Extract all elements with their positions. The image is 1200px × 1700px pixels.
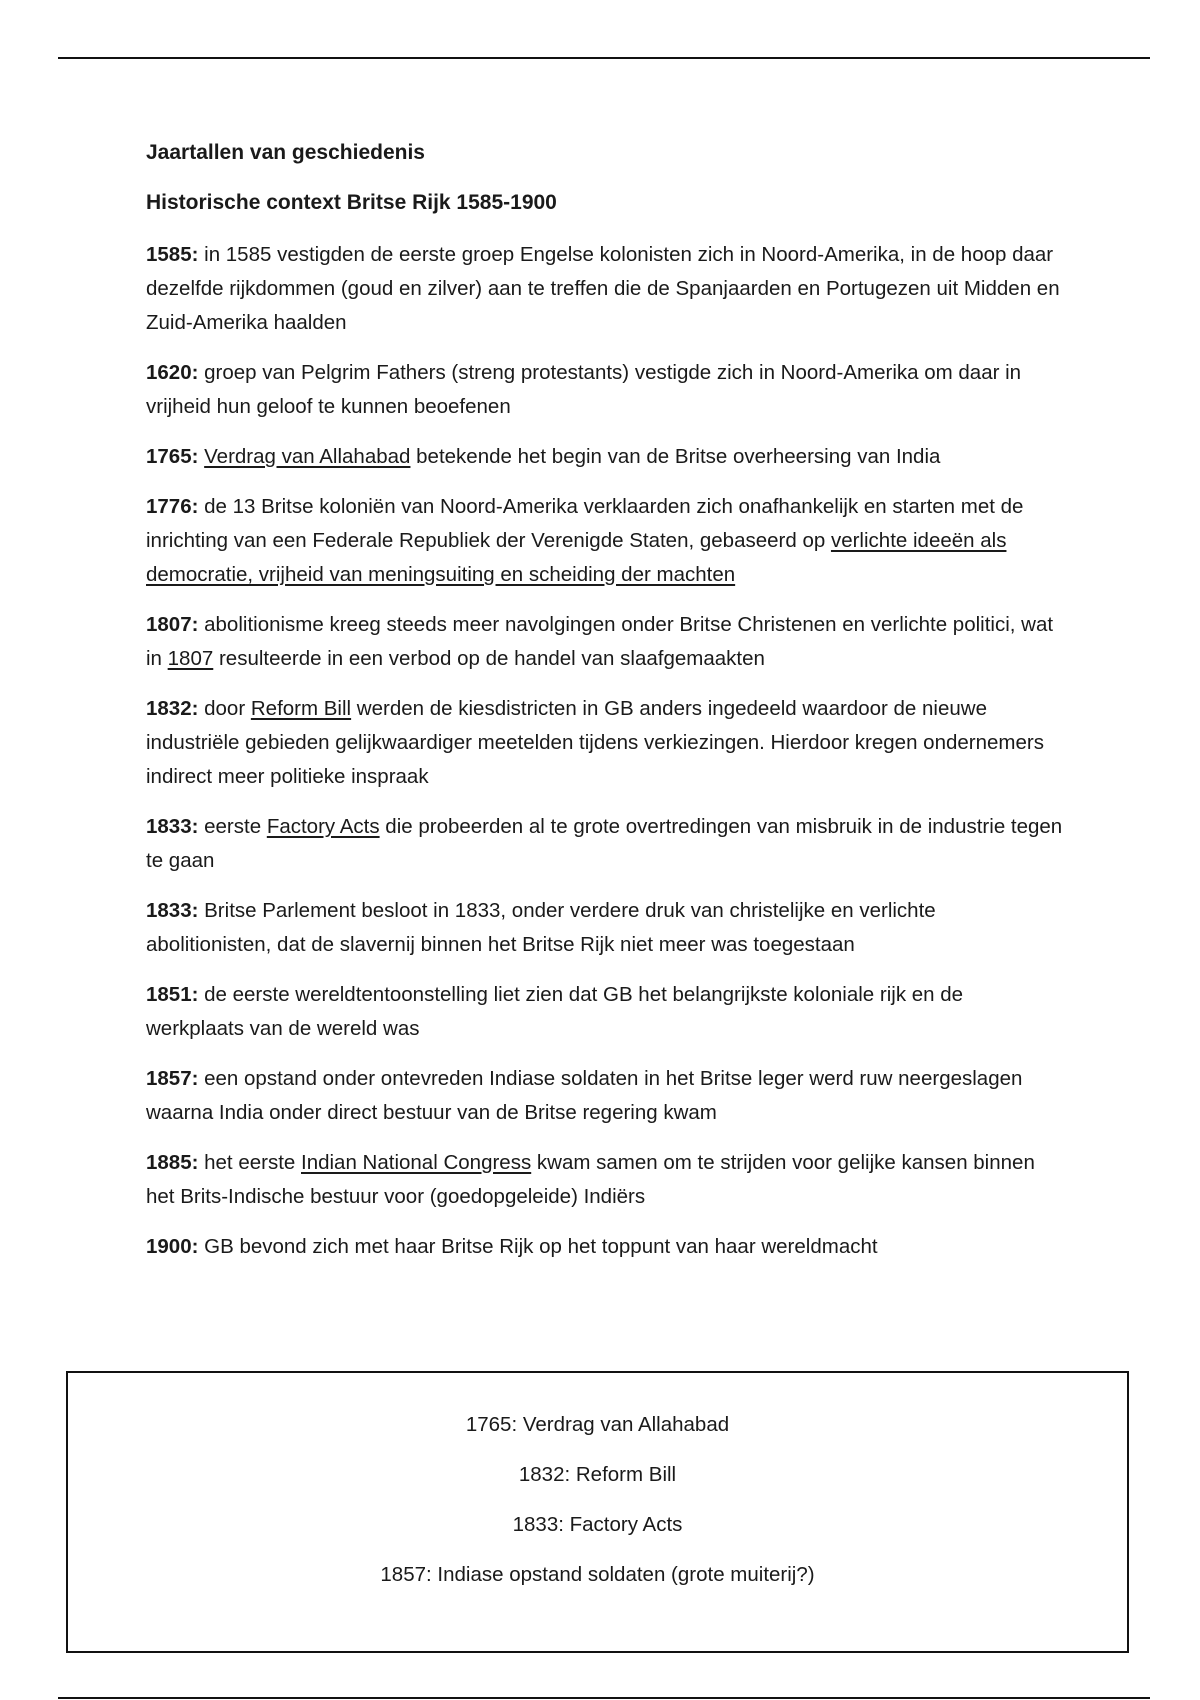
timeline-entry: [146, 440, 1066, 474]
timeline-entry: [146, 1230, 1066, 1264]
timeline-entry: [146, 810, 1066, 878]
entry-year: 1807:: [146, 613, 199, 636]
entry-text: die probeerden al te grote overtredingen van misbruik in de industrie tegen te gaan: [146, 815, 1063, 872]
bottom-rule: [58, 1697, 1150, 1699]
entry-year: 1776:: [146, 495, 199, 518]
entry-year: 1885:: [146, 1151, 199, 1174]
summary-item: 1857: Indiase opstand soldaten (grote muiterij?): [380, 1563, 815, 1586]
timeline-entry: [146, 238, 1066, 340]
document-subtitle: Historische context Britse Rijk 1585-1900: [146, 191, 557, 214]
timeline-entry: [146, 894, 1066, 962]
timeline-entry: [146, 356, 1066, 424]
entry-year: 1765:: [146, 445, 199, 468]
entry-text: de 13 Britse koloniën van Noord-Amerika verklaarden zich onafhankelijk en starten met de inrichting van een Federale Republiek der Verenigde Staten, gebaseerd op: [146, 495, 1024, 552]
document-body: [146, 140, 1066, 1280]
entry-underlined-term: Verdrag van Allahabad: [204, 445, 411, 468]
top-rule: [58, 57, 1150, 59]
entry-underlined-term: Factory Acts: [266, 815, 380, 838]
timeline-entry: [146, 692, 1066, 794]
summary-item: 1832: Reform Bill: [518, 1463, 677, 1486]
entry-year: 1851:: [146, 983, 199, 1006]
entry-year: 1585:: [146, 243, 199, 266]
summary-list: [68, 1373, 1127, 1588]
timeline-entry: [146, 978, 1066, 1046]
entry-year: 1900:: [146, 1235, 199, 1258]
entry-text: resulteerde in een verbod op de handel van slaafgemaakten: [213, 647, 765, 670]
entry-text: de eerste wereldtentoonstelling liet zien dat GB het belangrijkste koloniale rijk en de werkplaats van de wereld was: [146, 983, 964, 1040]
entry-underlined-term: Indian National Congress: [301, 1151, 532, 1174]
entry-year: 1857:: [146, 1067, 199, 1090]
entry-text: in 1585 vestigden de eerste groep Engelse kolonisten zich in Noord-Amerika, in de hoop daar dezelfde rijkdommen (goud en zilver) aan te treffen die de Spanjaarden en Portugezen uit Midden en Zuid-Amerika haalden: [146, 243, 1060, 334]
entry-text: abolitionisme kreeg steeds meer navolgingen onder Britse Christenen en verlichte politici, wat in: [146, 613, 1054, 670]
entry-text: eerste: [198, 815, 267, 838]
document-title: Jaartallen van geschiedenis: [146, 141, 425, 164]
entry-year: 1833:: [146, 899, 199, 922]
entry-underlined-term: 1807: [167, 647, 214, 670]
entry-text: GB bevond zich met haar Britse Rijk op het toppunt van haar wereldmacht: [198, 1235, 878, 1258]
summary-item: 1765: Verdrag van Allahabad: [465, 1413, 730, 1436]
entry-text: een opstand onder ontevreden Indiase soldaten in het Britse leger werd ruw neergeslagen waarna India onder direct bestuur van de Britse regering kwam: [146, 1067, 1023, 1124]
entry-text: betekende het begin van de Britse overheersing van India: [410, 445, 941, 468]
timeline-entry: [146, 1146, 1066, 1214]
entry-year: 1620:: [146, 361, 199, 384]
timeline-entries: [146, 238, 1066, 1264]
entry-year: 1832:: [146, 697, 199, 720]
entry-underlined-term: Reform Bill: [250, 697, 352, 720]
summary-box: [66, 1371, 1129, 1653]
summary-item: 1833: Factory Acts: [512, 1513, 683, 1536]
timeline-entry: [146, 1062, 1066, 1130]
entry-text: het eerste: [198, 1151, 301, 1174]
entry-text: groep van Pelgrim Fathers (streng protestants) vestigde zich in Noord-Amerika om daar in vrijheid hun geloof te kunnen beoefenen: [146, 361, 1022, 418]
entry-underlined-term: verlichte ideeën als democratie, vrijheid van meningsuiting en scheiding der machten: [146, 529, 1007, 586]
entry-text: door: [198, 697, 251, 720]
entry-text: Britse Parlement besloot in 1833, onder verdere druk van christelijke en verlichte abolitionisten, dat de slavernij binnen het Britse Rijk niet meer was toegestaan: [146, 899, 936, 956]
timeline-entry: [146, 608, 1066, 676]
entry-text: kwam samen om te strijden voor gelijke kansen binnen het Brits-Indische bestuur voor (goedopgeleide) Indiërs: [146, 1151, 1035, 1208]
entry-year: 1833:: [146, 815, 199, 838]
timeline-entry: [146, 490, 1066, 592]
entry-text: werden de kiesdistricten in GB anders ingedeeld waardoor de nieuwe industriële gebieden gelijkwaardiger meetelden tijdens verkiezingen. Hierdoor kregen ondernemers indirect meer politieke inspraak: [146, 697, 1044, 788]
